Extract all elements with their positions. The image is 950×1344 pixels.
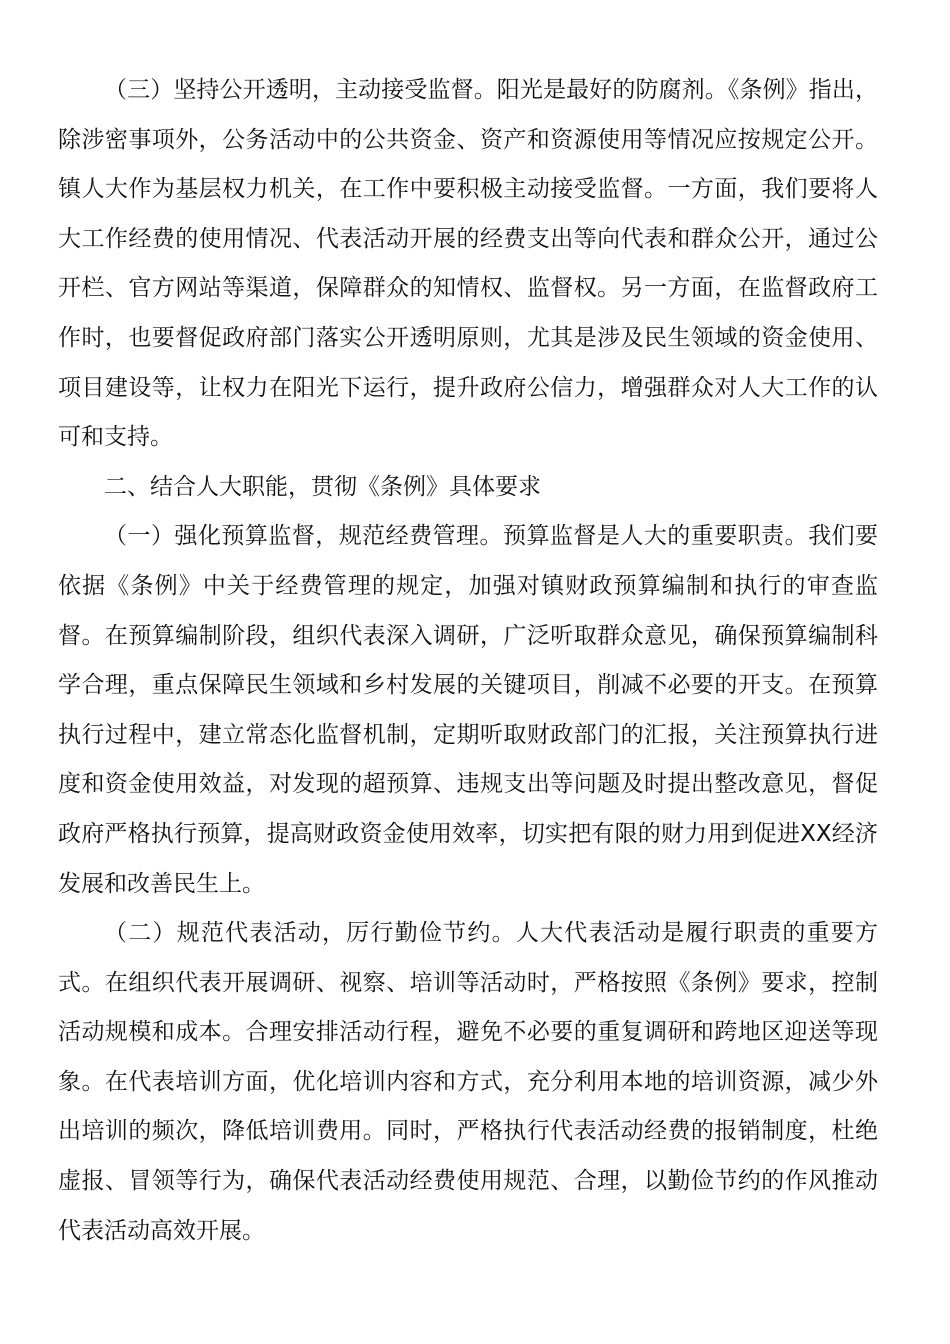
paragraph-open-transparency: （三）坚持公开透明，主动接受监督。阳光是最好的防腐剂。《条例》指出，除涉密事项外，公务活动中的公共资金、资产和资源使用等情况应按规定公开。镇人大作为基层权力机关，在工作中要积极主动接受监督。一方面，我们要将人大工作经费的使用情况、代表活动开展的经费支出等向代表和群众公开，通过公开栏、官方网站等渠道，保障群众的知情权、监督权。另一方面，在监督政府工作时，也要督促政府部门落实公开透明原则，尤其是涉及民生领域的资金使用、项目建设等，让权力在阳光下运行，提升政府公信力，增强群众对人大工作的认可和支持。 [58, 77, 878, 451]
paragraph-representative-activities: （二）规范代表活动，厉行勤俭节约。人大代表活动是履行职责的重要方式。在组织代表开展调研、视察、培训等活动时，严格按照《条例》要求，控制活动规模和成本。合理安排活动行程，避免不必要的重复调研和跨地区迎送等现象。在代表培训方面，优化培训内容和方式，充分利用本地的培训资源，减少外出培训的频次，降低培训费用。同时，严格执行代表活动经费的报销制度，杜绝虚报、冒领等行为，确保代表活动经费使用规范、合理，以勤俭节约的作风推动代表活动高效开展。 [58, 920, 878, 1244]
document-page [58, 66, 878, 1256]
paragraph-budget-supervision: （一）强化预算监督，规范经费管理。预算监督是人大的重要职责。我们要依据《条例》中关于经费管理的规定，加强对镇财政预算编制和执行的审查监督。在预算编制阶段，组织代表深入调研，广泛听取群众意见，确保预算编制科学合理，重点保障民生领域和乡村发展的关键项目，削减不必要的开支。在预算执行过程中，建立常态化监督机制，定期听取财政部门的汇报，关注预算执行进度和资金使用效益，对发现的超预算、违规支出等问题及时提出整改意见，督促政府严格执行预算，提高财政资金使用效率，切实把有限的财力用到促进XX经济发展和改善民生上。 [58, 523, 878, 897]
section-heading-two: 二、结合人大职能，贯彻《条例》具体要求 [104, 473, 541, 500]
